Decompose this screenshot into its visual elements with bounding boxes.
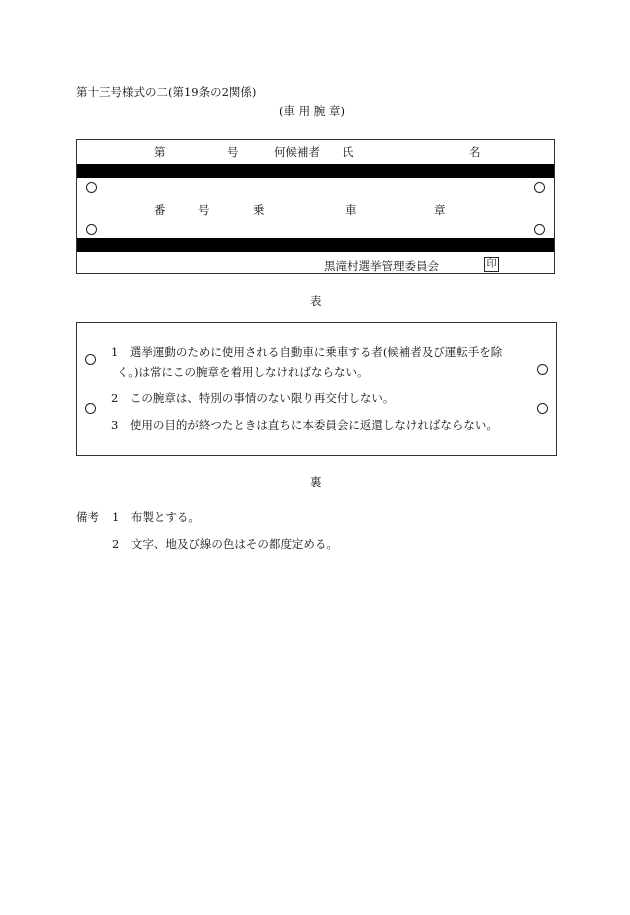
punch-hole-back-bottom-left bbox=[85, 403, 96, 414]
bottom-black-band bbox=[77, 238, 554, 252]
armband-back bbox=[76, 322, 557, 456]
remarks-item-1: 1 布製とする。 bbox=[112, 510, 200, 524]
punch-hole-top-right bbox=[534, 182, 545, 193]
back-item-3: 3 使用の目的が終つたときは直ちに本委員会に返還しなければならない。 bbox=[111, 418, 498, 432]
header-surname-char: 氏 bbox=[342, 145, 354, 159]
remarks-label: 備考 bbox=[76, 510, 99, 524]
punch-hole-top-left bbox=[86, 182, 97, 193]
top-black-band bbox=[77, 164, 554, 178]
punch-hole-bottom-left bbox=[86, 224, 97, 235]
form-subtitle: (車 用 腕 章) bbox=[279, 104, 345, 118]
punch-hole-back-top-left bbox=[85, 354, 96, 365]
middle-char-ban: 番 bbox=[154, 203, 166, 217]
back-label: 裏 bbox=[310, 475, 322, 489]
remarks-item-2: 2 文字、地及び線の色はその都度定める。 bbox=[112, 537, 338, 551]
header-number-prefix: 第 bbox=[154, 145, 166, 159]
seal-stamp: 印 bbox=[484, 257, 499, 272]
front-label: 表 bbox=[310, 294, 322, 308]
punch-hole-back-bottom-right bbox=[537, 403, 548, 414]
back-item-1-line-2: く。)は常にこの腕章を着用しなければならない。 bbox=[117, 365, 369, 379]
back-item-1-line-1: 1 選挙運動のために使用される自動車に乗車する者(候補者及び運転手を除 bbox=[111, 345, 503, 359]
punch-hole-bottom-right bbox=[534, 224, 545, 235]
middle-char-shou: 章 bbox=[434, 203, 446, 217]
middle-char-jou: 乗 bbox=[253, 203, 265, 217]
middle-char-gou: 号 bbox=[198, 203, 210, 217]
middle-char-sha: 車 bbox=[345, 203, 357, 217]
form-title: 第十三号様式の二(第19条の2関係) bbox=[76, 85, 257, 99]
header-candidate-label: 何候補者 bbox=[274, 145, 320, 159]
back-item-2: 2 この腕章は、特別の事情のない限り再交付しない。 bbox=[111, 391, 395, 405]
header-number-suffix: 号 bbox=[227, 145, 239, 159]
punch-hole-back-top-right bbox=[537, 364, 548, 375]
issuer-name: 黒滝村選挙管理委員会 bbox=[324, 259, 439, 273]
header-name-char: 名 bbox=[469, 145, 481, 159]
armband-front bbox=[76, 139, 555, 274]
